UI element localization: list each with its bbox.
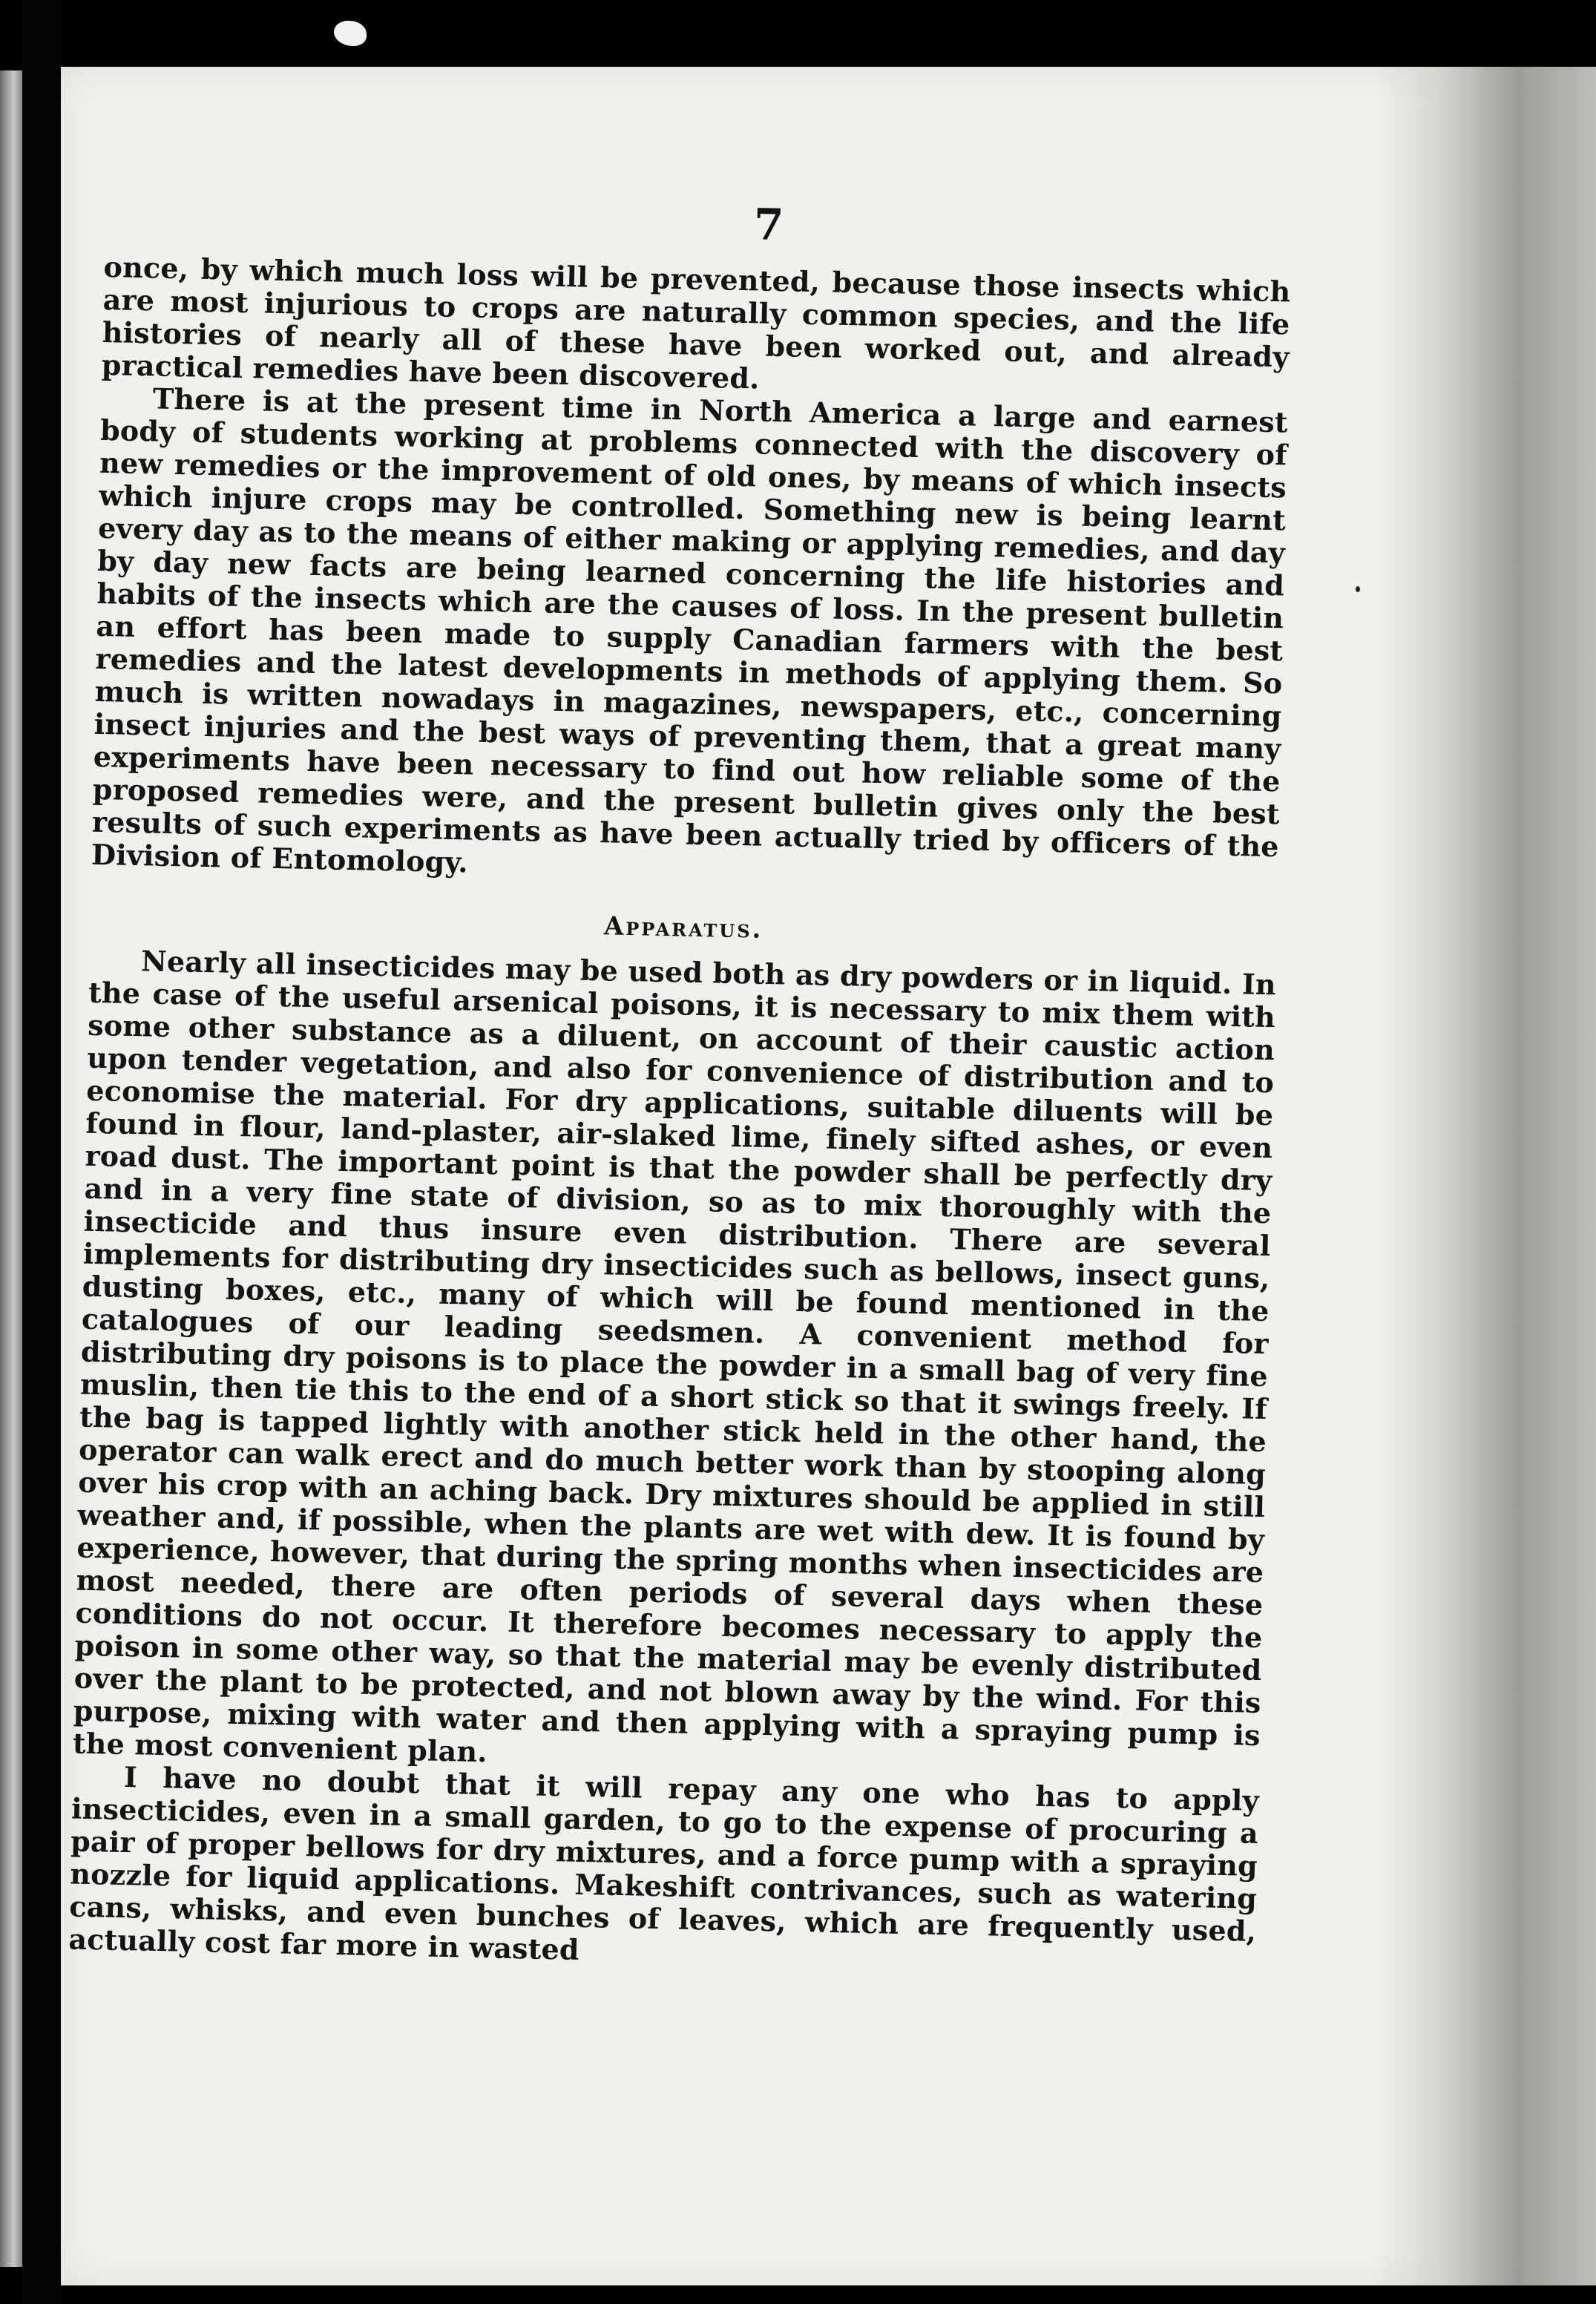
scan-speck: [334, 21, 367, 46]
page-number: 7: [753, 199, 784, 251]
page-text: [68, 186, 1293, 1980]
paragraph-north-america: There is at the present time in North America a large and earnest body of students working at problems connected with the discovery of new remedies or the improvement of old ones, by means of which insects which injure crops may be controlled. Something new is being learnt every day as to the means of either making or applying remedies, and day by day new facts are being learned concerning the life histories and habits of the insects which are the causes of loss. In the present bulletin an effort has been made to supply Canadian farmers with the best remedies and the latest developments in methods of applying them. So much is written nowadays in magazines, newspapers, etc., concerning insect injuries and the best ways of preventing them, that a great many experiments have been necessary to find out how reliable some of the proposed remedies were, and the present bulletin gives only the best results of such experiments as have been actually tried by officers of the Division of Entomology.: [91, 381, 1289, 879]
scan-dot: [1356, 586, 1360, 592]
paragraph-bellows: I have no doubt that it will repay any one who has to apply insecticides, even in a small garden, to go to the expense of procuring a pair of proper bellows for dry mixtures, and a force pump with a spraying nozzle for liquid applications. Makeshift contrivances, such as watering cans, whisks, and even bunches of leaves, which are frequently used, actually cost far more in wasted: [68, 1760, 1260, 1966]
left-page-edge: [0, 70, 22, 2267]
paragraph-continuation: once, by which much loss will be prevented, because those insects which are most injurious to crops are naturally common species, and the life histories of nearly all of these have been worked out, and already practical remedies have been discovered.: [101, 249, 1291, 396]
paragraph-insecticides: Nearly all insecticides may be used both as dry powders or in liquid. In the case of the useful arsenical poisons, it is necessary to mix them with some other substance as a diluent, on account of their caustic action upon tender vegetation, and also for convenience of distribution and to economise the material. For dry applications, suitable diluents will be found in flour, land-plaster, air-slaked lime, finely sifted ashes, or even road dust. The important point is that the powder shall be perfectly dry and in a very fine state of division, so as to mix thoroughly with the insecticide and thus insure even distribution. There are several implements for distributing dry insecticides such as bellows, insect guns, dusting boxes, etc., many of which will be found mentioned in the catalogues of our leading seedsmen. A convenient method for distributing dry poisons is to place the powder in a small bag of very fine muslin, then tie this to the end of a short stick so that it swings freely. If the bag is tapped lightly with another stick held in the other hand, the operator can walk erect and do much better work than by stooping along over his crop with an aching back. Dry mixtures should be applied in still weather and, if possible, when the plants are wet with dew. It is found by experience, however, that during the spring months when insecticides are most needed, there are often periods of several days when these conditions do not occur. It therefore becomes necessary to apply the poison in some other way, so that the material may be evenly distributed over the plant to be protected, and not blown away by the wind. For this purpose, mixing with water and then applying with a spraying pump is the most convenient plan.: [72, 944, 1277, 1769]
book-page: [61, 67, 1596, 2285]
section-heading: Apparatus.: [603, 911, 763, 945]
book-gutter: [22, 0, 61, 2304]
